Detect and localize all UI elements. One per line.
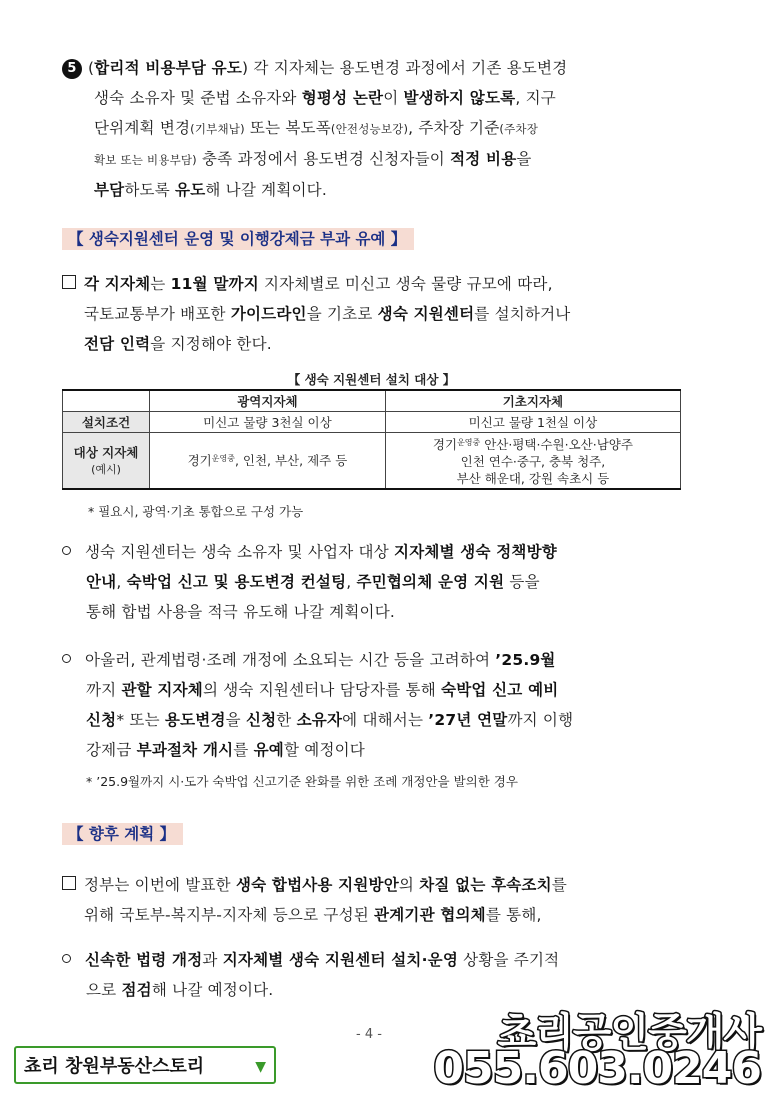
table-cell: 경기$^{운영중}$, 인천, 부산, 제주 등: [150, 433, 386, 489]
s1-line1: 각 지자체는 11월 말까지 지자체별로 미신고 생숙 물량 규모에 따라,: [62, 269, 692, 299]
table-cell: 미신고 물량 1천실 이상: [385, 412, 680, 433]
p5-line5: 부담하도록 유도해 나갈 계획이다.: [94, 181, 327, 199]
o2-line4: 강제금 부과절차 개시를 유예할 예정이다: [86, 741, 365, 759]
support-center-table: [62, 389, 681, 490]
footer-blog-badge[interactable]: [14, 1046, 276, 1084]
p5-line2: 생숙 소유자 및 준법 소유자와 형평성 논란이 발생하지 않도록, 지구: [94, 89, 556, 107]
paragraph-support-center: [62, 269, 692, 359]
s2-line1: 정부는 이번에 발표한 생숙 합법사용 지원방안의 차질 없는 후속조치를: [62, 870, 692, 900]
table-cell: 미신고 물량 3천실 이상: [150, 412, 386, 433]
p5-line1: 5 (합리적 비용부담 유도) 각 지자체는 용도변경 과정에서 기존 용도변경: [62, 53, 692, 83]
table-header-regional: 광역지자체: [150, 390, 386, 412]
table-corner: [63, 390, 150, 412]
paragraph-cost-burden: [62, 53, 692, 205]
circle-bullet-icon: [62, 654, 71, 663]
o3-line2: 으로 점검해 나갈 예정이다.: [86, 981, 274, 999]
o1-line2: 안내, 숙박업 신고 및 용도변경 컨설팅, 주민협의체 운영 지원 등을: [86, 573, 540, 591]
section-heading-future-plan: 【 향후 계획 】: [62, 823, 183, 845]
circle-bullet-icon: [62, 954, 71, 963]
circled-number: 5: [62, 59, 82, 79]
page-number: - 4 -: [356, 1027, 382, 1042]
triangle-down-icon: ▼: [255, 1059, 266, 1075]
footer-label: 쵸리 창원부동산스토리: [24, 1056, 205, 1077]
table-header-basic: 기초지자체: [385, 390, 680, 412]
paragraph-council: [62, 870, 692, 930]
watermark-agency-name: 쵸리공인중개사: [497, 1010, 761, 1056]
s1-line2: 국토교통부가 배포한 가이드라인을 기초로 생숙 지원센터를 설치하거나: [84, 305, 571, 323]
p5-line3: 단위계획 변경(기부채납) 또는 복도폭(안전성능보강), 주차장 기준(주차장: [94, 119, 539, 137]
table-label-condition: 설치조건: [63, 412, 150, 433]
paragraph-penalty-deferral: [62, 645, 692, 765]
o2-line1: 아울러, 관계법령·조례 개정에 소요되는 시간 등을 고려하여 ’25.9월: [62, 645, 692, 675]
s2-line2: 위해 국토부-복지부-지자체 등으로 구성된 관계기관 협의체를 통해,: [84, 906, 542, 924]
o2-line2: 까지 관할 지자체의 생숙 지원센터나 담당자를 통해 숙박업 신고 예비: [86, 681, 559, 699]
section-heading-support-center: 【 생숙지원센터 운영 및 이행강제금 부과 유예 】: [62, 228, 414, 250]
table-cell: 경기$^{운영중}$ 안산·평택·수원·오산·남양주 인천 연수·중구, 충북 청주, 부산 해운대, 강원 속초시 등: [385, 433, 680, 489]
p5-line4: 확보 또는 비용부담) 충족 과정에서 용도변경 신청자들이 적정 비용을: [94, 150, 532, 168]
table-caption: 【 생숙 지원센터 설치 대상 】: [287, 372, 456, 387]
footnote-integration: * 필요시, 광역·기초 통합으로 구성 가능: [88, 504, 304, 519]
square-bullet-icon: [62, 876, 76, 890]
paragraph-center-role: [62, 537, 692, 627]
paragraph-monitoring: [62, 945, 692, 1005]
footnote-ordinance: * ’25.9월까지 시·도가 숙박업 신고기준 완화를 위한 조례 개정안을 발의한 경우: [86, 774, 518, 789]
table-label-target: 대상 지자체 (예시): [63, 433, 150, 489]
circle-bullet-icon: [62, 546, 71, 555]
o1-line3: 통해 합법 사용을 적극 유도해 나갈 계획이다.: [86, 603, 396, 621]
o3-line1: 신속한 법령 개정과 지자체별 생숙 지원센터 설치·운영 상황을 주기적: [62, 945, 692, 975]
s1-line3: 전담 인력을 지정해야 한다.: [84, 335, 272, 353]
watermark-phone: 055.603.0246: [433, 1043, 761, 1094]
o1-line1: 생숙 지원센터는 생숙 소유자 및 사업자 대상 지자체별 생숙 정책방향: [62, 537, 692, 567]
o2-line3: 신청* 또는 용도변경을 신청한 소유자에 대해서는 ’27년 연말까지 이행: [86, 711, 574, 729]
square-bullet-icon: [62, 275, 76, 289]
